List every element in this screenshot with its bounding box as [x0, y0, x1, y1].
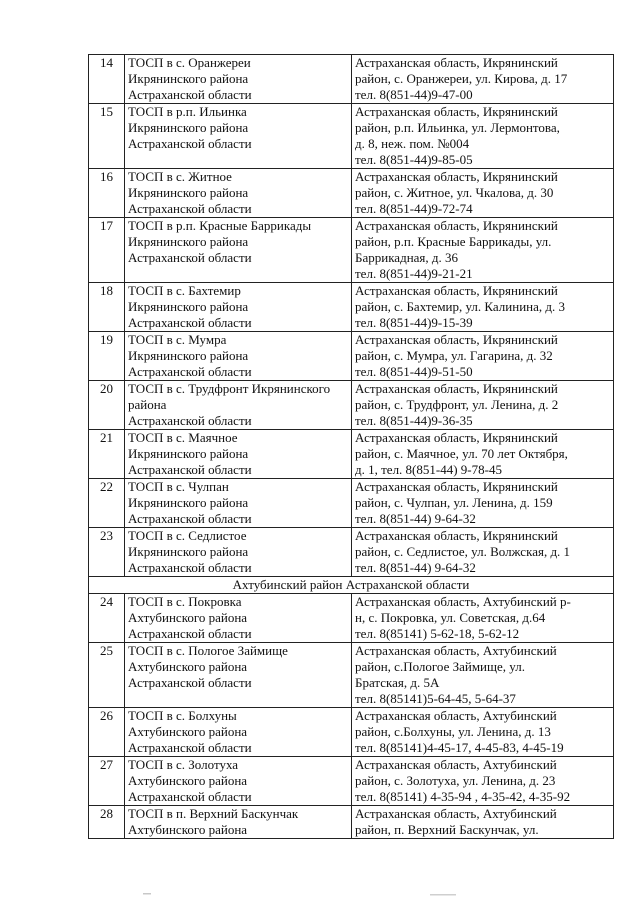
office-name-line: Астраханской области: [128, 364, 252, 379]
table-row: [89, 169, 614, 218]
office-address-line: Астраханская область, Ахтубинский: [355, 757, 557, 772]
office-name-line: ТОСП в с. Болхуны: [128, 708, 237, 723]
office-name-cell: [125, 430, 352, 479]
office-address-cell: [352, 594, 614, 643]
row-number: 25: [89, 643, 125, 708]
office-name-line: Астраханской области: [128, 315, 252, 330]
office-address-line: Астраханская область, Икрянинский: [355, 479, 558, 494]
row-number: 26: [89, 708, 125, 757]
row-number: 20: [89, 381, 125, 430]
table-row: [89, 479, 614, 528]
office-name-cell: [125, 381, 352, 430]
office-name-line: ТОСП в с. Житное: [128, 169, 232, 184]
office-address-line: Астраханская область, Ахтубинский: [355, 806, 557, 821]
row-number: 14: [89, 55, 125, 104]
table-row: [89, 430, 614, 479]
office-name-line: ТОСП в с. Трудфронт Икрянинского: [128, 381, 331, 396]
row-number: 28: [89, 806, 125, 839]
office-address-line: район, с. Трудфронт, ул. Ленина, д. 2: [355, 397, 559, 412]
office-name-line: ТОСП в с. Мумра: [128, 332, 227, 347]
office-name-line: Астраханской области: [128, 626, 252, 641]
office-name-line: Ахтубинского района: [128, 773, 248, 788]
office-name-cell: [125, 479, 352, 528]
office-name-line: Икрянинского района: [128, 544, 249, 559]
office-name-line: Астраханской области: [128, 462, 252, 477]
row-number: 22: [89, 479, 125, 528]
office-name-line: Икрянинского района: [128, 495, 249, 510]
office-name-line: Икрянинского района: [128, 234, 249, 249]
row-number: 18: [89, 283, 125, 332]
office-address-table: [88, 54, 614, 839]
table-row: [89, 806, 614, 839]
office-name-cell: [125, 332, 352, 381]
office-name-line: Астраханской области: [128, 675, 252, 690]
row-number: 17: [89, 218, 125, 283]
office-address-line: Астраханская область, Икрянинский: [355, 55, 558, 70]
office-name-line: Ахтубинского района: [128, 659, 248, 674]
table-row: [89, 528, 614, 577]
office-name-cell: [125, 806, 352, 839]
office-name-line: Астраханской области: [128, 136, 252, 151]
office-address-cell: [352, 528, 614, 577]
row-number: 19: [89, 332, 125, 381]
office-name-line: Икрянинского района: [128, 348, 249, 363]
office-name-cell: [125, 708, 352, 757]
office-address-line: Астраханская область, Ахтубинский р-: [355, 594, 571, 609]
office-address-cell: [352, 806, 614, 839]
office-address-line: район, с.Болхуны, ул. Ленина, д. 13: [355, 724, 551, 739]
office-address-line: Астраханская область, Икрянинский: [355, 104, 558, 119]
table-row: [89, 104, 614, 169]
table-row: [89, 594, 614, 643]
office-address-cell: [352, 169, 614, 218]
office-name-line: ТОСП в с. Золотуха: [128, 757, 239, 772]
table-row: [89, 332, 614, 381]
office-name-line: ТОСП в с. Маячное: [128, 430, 238, 445]
office-name-line: Астраханской области: [128, 560, 252, 575]
office-address-line: Астраханская область, Икрянинский: [355, 381, 558, 396]
office-name-line: Икрянинского района: [128, 446, 249, 461]
office-address-line: Астраханская область, Икрянинский: [355, 430, 558, 445]
table-row: [89, 708, 614, 757]
table-row: [89, 381, 614, 430]
office-address-line: н, с. Покровка, ул. Советская, д.64: [355, 610, 546, 625]
office-address-line: тел. 8(85141) 5-62-18, 5-62-12: [355, 626, 520, 641]
office-address-line: Астраханская область, Икрянинский: [355, 332, 558, 347]
office-address-cell: [352, 479, 614, 528]
office-name-line: ТОСП в с. Седлистое: [128, 528, 247, 543]
office-address-line: район, с. Мумра, ул. Гагарина, д. 32: [355, 348, 553, 363]
row-number: 15: [89, 104, 125, 169]
office-name-line: Астраханской области: [128, 789, 252, 804]
office-address-line: район, р.п. Красные Баррикады, ул.: [355, 234, 552, 249]
office-address-line: тел. 8(851-44) 9-64-32: [355, 560, 476, 575]
office-address-line: Братская, д. 5А: [355, 675, 440, 690]
office-name-line: Астраханской области: [128, 413, 252, 428]
table-row: [89, 283, 614, 332]
office-name-line: ТОСП в с. Чулпан: [128, 479, 229, 494]
office-address-line: тел. 8(851-44)9-72-74: [355, 201, 473, 216]
office-address-line: район, с. Седлистое, ул. Волжская, д. 1: [355, 544, 571, 559]
office-name-cell: [125, 594, 352, 643]
office-address-line: Астраханская область, Икрянинский: [355, 218, 558, 233]
office-name-line: ТОСП в п. Верхний Баскунчак: [128, 806, 299, 821]
office-name-line: Ахтубинского района: [128, 724, 248, 739]
office-name-line: Астраханской области: [128, 250, 252, 265]
office-address-line: тел. 8(851-44)9-15-39: [355, 315, 473, 330]
scan-speck: [143, 893, 151, 895]
office-address-line: Астраханская область, Икрянинский: [355, 169, 558, 184]
office-name-line: Икрянинского района: [128, 185, 249, 200]
office-name-line: Икрянинского района: [128, 120, 249, 135]
office-address-cell: [352, 332, 614, 381]
office-address-line: д. 8, неж. пом. №004: [355, 136, 470, 151]
office-address-cell: [352, 381, 614, 430]
row-number: 24: [89, 594, 125, 643]
office-name-cell: [125, 218, 352, 283]
office-name-line: Икрянинского района: [128, 71, 249, 86]
section-header-row: [89, 577, 614, 594]
office-address-line: район, с.Пологое Займище, ул.: [355, 659, 525, 674]
office-address-line: район, р.п. Ильинка, ул. Лермонтова,: [355, 120, 560, 135]
office-address-cell: [352, 708, 614, 757]
office-name-line: ТОСП в с. Оранжереи: [128, 55, 251, 70]
scan-speck: [430, 894, 456, 896]
office-address-line: район, с. Бахтемир, ул. Калинина, д. 3: [355, 299, 565, 314]
office-address-line: тел. 8(851-44)9-47-00: [355, 87, 473, 102]
table-body: [89, 55, 614, 839]
table-row: [89, 55, 614, 104]
office-address-line: район, с. Житное, ул. Чкалова, д. 30: [355, 185, 554, 200]
office-name-line: Астраханской области: [128, 511, 252, 526]
office-name-cell: [125, 55, 352, 104]
row-number: 16: [89, 169, 125, 218]
section-title: Ахтубинский район Астраханской области: [89, 577, 614, 594]
office-name-line: ТОСП в с. Бахтемир: [128, 283, 241, 298]
office-address-line: тел. 8(851-44)9-51-50: [355, 364, 473, 379]
office-name-line: ТОСП в р.п. Красные Баррикады: [128, 218, 312, 233]
office-name-line: Ахтубинского района: [128, 610, 248, 625]
office-address-line: Астраханская область, Икрянинский: [355, 283, 558, 298]
office-address-line: тел. 8(851-44) 9-64-32: [355, 511, 476, 526]
office-name-line: ТОСП в р.п. Ильинка: [128, 104, 247, 119]
office-address-cell: [352, 430, 614, 479]
office-name-line: Астраханской области: [128, 87, 252, 102]
table-row: [89, 643, 614, 708]
office-name-cell: [125, 528, 352, 577]
office-address-line: Баррикадная, д. 36: [355, 250, 459, 265]
row-number: 21: [89, 430, 125, 479]
office-address-line: тел. 8(851-44)9-36-35: [355, 413, 473, 428]
office-address-line: район, п. Верхний Баскунчак, ул.: [355, 822, 539, 837]
office-name-line: Ахтубинского района: [128, 822, 248, 837]
office-name-line: ТОСП в с. Покровка: [128, 594, 242, 609]
office-address-line: тел. 8(85141)4-45-17, 4-45-83, 4-45-19: [355, 740, 564, 755]
office-address-line: район, с. Маячное, ул. 70 лет Октября,: [355, 446, 568, 461]
office-address-cell: [352, 757, 614, 806]
office-address-line: тел. 8(851-44)9-85-05: [355, 152, 473, 167]
office-address-line: тел. 8(851-44)9-21-21: [355, 266, 473, 281]
office-address-line: д. 1, тел. 8(851-44) 9-78-45: [355, 462, 502, 477]
office-address-cell: [352, 55, 614, 104]
office-address-line: район, с. Чулпан, ул. Ленина, д. 159: [355, 495, 553, 510]
office-address-cell: [352, 283, 614, 332]
office-name-line: ТОСП в с. Пологое Займище: [128, 643, 288, 658]
office-address-line: Астраханская область, Икрянинский: [355, 528, 558, 543]
office-address-line: Астраханская область, Ахтубинский: [355, 708, 557, 723]
row-number: 27: [89, 757, 125, 806]
office-name-line: Астраханской области: [128, 201, 252, 216]
office-name-cell: [125, 757, 352, 806]
office-address-cell: [352, 643, 614, 708]
office-address-line: тел. 8(85141) 4-35-94 , 4-35-42, 4-35-92: [355, 789, 571, 804]
office-address-line: район, с. Оранжереи, ул. Кирова, д. 17: [355, 71, 568, 86]
row-number: 23: [89, 528, 125, 577]
office-name-cell: [125, 169, 352, 218]
office-address-line: тел. 8(85141)5-64-45, 5-64-37: [355, 691, 516, 706]
office-address-line: Астраханская область, Ахтубинский: [355, 643, 557, 658]
office-name-cell: [125, 104, 352, 169]
office-address-line: район, с. Золотуха, ул. Ленина, д. 23: [355, 773, 556, 788]
office-name-line: Икрянинского района: [128, 299, 249, 314]
office-name-cell: [125, 643, 352, 708]
office-name-line: района: [128, 397, 167, 412]
office-address-cell: [352, 218, 614, 283]
table-row: [89, 218, 614, 283]
office-address-cell: [352, 104, 614, 169]
table-row: [89, 757, 614, 806]
office-name-line: Астраханской области: [128, 740, 252, 755]
office-name-cell: [125, 283, 352, 332]
